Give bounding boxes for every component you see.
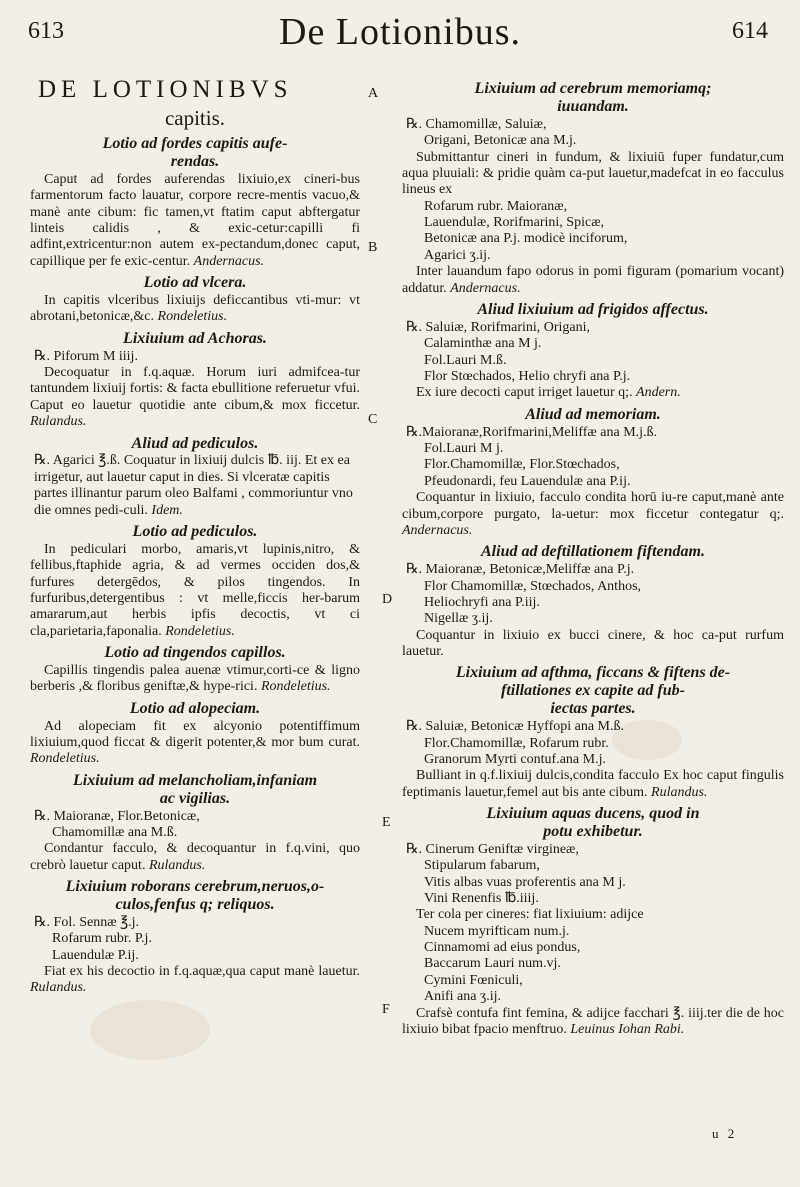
paragraph-text: Lauendulæ, Rorifmarini, Spicæ, (424, 215, 605, 231)
recipe-ingredient (402, 133, 784, 149)
recipe-line (30, 349, 360, 365)
paragraph (402, 768, 784, 801)
paragraph-text: Flor.Chamomillæ, Flor.Stœchados, (424, 457, 620, 473)
paragraph-text: Flor.Chamomillæ, Rofarum rubr. (424, 735, 609, 751)
margin-letter: A (368, 86, 379, 101)
paragraph-text: ℞. Agarici ℥.ß. Coquatur in lixiuij dulcis ℔. iij. Et ex ea irrigetur, aut lauetur caput in dies. Si vlceratæ capitis partes illinantur parum oleo Balfami , commoriuntur vno die omnes pedi-culi. (34, 453, 353, 518)
section-heading: Lotio ad vlcera. (143, 274, 247, 292)
author-citation: Rulandus. (148, 857, 206, 873)
section-heading: Lixiuium aquas ducens, quod in potu exhibetur. (486, 805, 700, 840)
margin-letter: C (368, 412, 378, 427)
recipe-line (402, 117, 784, 133)
section-heading: Lixiuium ad melancholiam,infaniam ac vigilias. (72, 771, 318, 807)
recipe-ingredient (402, 248, 784, 264)
recipe-line (30, 809, 360, 825)
paragraph-text: Fol.Lauri M j. (424, 441, 504, 456)
paragraph (30, 172, 360, 270)
recipe-ingredient (402, 215, 784, 231)
recipe-ingredient (402, 441, 784, 457)
recipe-ingredient (402, 579, 784, 595)
page-number-left: 613 (28, 18, 64, 44)
signature-mark: u 2 (712, 1126, 738, 1141)
author-citation: Rondeletius. (260, 679, 331, 695)
paragraph-text: ℞. Maioranæ, Betonicæ,Meliffæ ana P.j. (406, 562, 635, 578)
section-heading: Aliud ad deftillationem fiftendam. (481, 543, 705, 561)
author-citation: Andernacus. (193, 253, 265, 269)
section-heading: Aliud ad memoriam. (525, 405, 661, 423)
recipe-ingredient (30, 931, 360, 947)
paragraph-text: ℞. Cinerum Geniftæ virgineæ, (406, 841, 579, 857)
paragraph-text: In pediculari morbo, amaris,vt lupinis,nitro, & fellibus,ftaphide agria, & ad vermes occiden dos,& furfures detergēdos, & pilos tingendos. In furfuribus,detergentibus : vt melle,ficcis her-barum amararum,aut herbis ipfis decoctis, vt ci cla,parietaria,faponalia. (30, 541, 360, 639)
recipe-line (402, 719, 784, 735)
author-citation: Rondeletius. (157, 309, 228, 325)
margin-letter: F (382, 1002, 390, 1017)
left-column (30, 76, 360, 997)
section-heading: Lixiuium ad afthma, ficcans & fiftens de- ftillationes ex capite ad fub- iectas partes. (455, 664, 731, 718)
recipe-ingredient (402, 231, 784, 247)
recipe-ingredient (402, 595, 784, 611)
paragraph-text: ℞. Saluiæ, Rorifmarini, Origani, (406, 319, 591, 335)
recipe-ingredient (402, 611, 784, 627)
paragraph (402, 907, 784, 923)
section-heading: Lixiuium ad cerebrum memoriamq; iuuandam. (474, 80, 712, 115)
paragraph (402, 150, 784, 199)
recipe-line (402, 842, 784, 858)
author-citation: Andernacus. (450, 280, 521, 296)
paragraph (402, 264, 784, 297)
paragraph (30, 964, 360, 997)
recipe-ingredient (402, 956, 784, 972)
recipe-ingredient (402, 457, 784, 473)
recipe-ingredient (402, 924, 784, 940)
paragraph (30, 542, 360, 640)
paragraph-text: Flor Chamomillæ, Stœchados, Anthos, (424, 578, 642, 594)
margin-letter: D (382, 592, 393, 607)
recipe-ingredient (402, 940, 784, 956)
paragraph (30, 663, 360, 696)
section-heading: Aliud ad pediculos. (131, 434, 259, 452)
paragraph-text: ℞. Saluiæ, Betonicæ Hyffopi ana M.ß. (406, 719, 624, 735)
recipe-ingredient (402, 336, 784, 352)
paragraph (30, 293, 360, 326)
recipe-ingredient (30, 825, 360, 841)
recipe-ingredient (402, 736, 784, 752)
recipe-ingredient (402, 858, 784, 874)
paragraph-text: ℞. Piforum M iiij. (34, 348, 138, 364)
paragraph-text: Cymini Fœniculi, (424, 972, 523, 988)
paragraph-text: Lauendulæ P.ij. (52, 947, 139, 963)
paragraph-text: Fol.Lauri M.ß. (424, 352, 507, 368)
recipe-line (402, 562, 784, 578)
recipe-ingredient (402, 353, 784, 369)
paper-stain (90, 1000, 210, 1060)
running-head (0, 10, 800, 54)
paragraph-text: Heliochryfi ana P.iij. (424, 594, 540, 610)
paragraph-text: Bulliant in q.f.lixiuij dulcis,condita facculo Ex hoc caput fingulis feptimanis lauetur,femel aut bis ante cibum. (402, 768, 784, 800)
paragraph-text: Submittantur cineri in fundum, & lixiuiū fuper fundatur,cum aqua pluuiali: & pridie quàm ca-put lauetur,madefcat in eo facculus lineus ex (402, 149, 784, 198)
section-heading: Lotio ad alopeciam. (129, 699, 261, 717)
author-citation: Rondeletius. (165, 623, 235, 639)
paragraph-text: Rofarum rubr. Maioranæ, (424, 198, 568, 214)
page-number-right: 614 (732, 18, 768, 44)
author-citation: Rulandus. (651, 784, 708, 800)
paragraph-text: Condantur facculo, & decoquantur in f.q.vini, quo crebrò lauetur caput. (30, 841, 360, 873)
paragraph-text: ℞.Maioranæ,Rorifmarini,Meliffæ ana M.j.ß. (406, 424, 658, 440)
paragraph-text: Nucem myrifticam num.j. (424, 923, 570, 939)
margin-letter: E (382, 815, 391, 830)
paragraph-text: ℞. Fol. Sennæ ℥.j. (34, 914, 140, 930)
paragraph (30, 365, 360, 431)
paragraph-text: Calaminthæ ana M j. (424, 336, 542, 352)
paragraph-text: Nigellæ ʒ.ij. (424, 611, 493, 627)
author-citation: Andern. (636, 385, 681, 401)
chapter-title: DE LOTIONIBVS (38, 76, 293, 103)
running-title: De Lotionibus. (279, 11, 521, 53)
recipe-ingredient (402, 989, 784, 1005)
paragraph-text: Coquantur in lixiuio ex bucci cinere, & hoc ca-put rurfum lauetur. (402, 627, 784, 660)
recipe-line (30, 453, 360, 519)
paragraph-text: ℞. Maioranæ, Flor.Betonicæ, (34, 808, 200, 824)
section-heading: Lixiuium ad Achoras. (123, 329, 267, 347)
recipe-ingredient (402, 752, 784, 768)
paragraph (402, 628, 784, 661)
paragraph-text: Rofarum rubr. P.j. (52, 931, 152, 947)
paragraph-text: Baccarum Lauri num.vj. (424, 956, 561, 972)
paragraph (402, 490, 784, 539)
section-heading: Lixiuium roborans cerebrum,neruos,o- culos,fenfus q; reliquos. (65, 878, 325, 913)
paragraph-text: Cinnamomi ad eius pondus, (424, 940, 581, 956)
paragraph-text: Vitis albas vuas proferentis ana M j. (424, 874, 626, 890)
paragraph-text: Ex iure decocti caput irriget lauetur q;. (416, 385, 637, 401)
paragraph-text: Betonicæ ana P.j. modicè inciforum, (424, 231, 628, 247)
author-citation: Rulandus. (30, 980, 87, 996)
recipe-ingredient (402, 474, 784, 490)
recipe-ingredient (30, 948, 360, 964)
paragraph (402, 1006, 784, 1039)
paragraph-text: Stipularum fabarum, (424, 858, 540, 874)
right-column (402, 76, 784, 1038)
author-citation: Rulandus. (30, 414, 87, 430)
paragraph-text: Flor Stœchados, Helio chryfi ana P.j. (424, 368, 631, 384)
section-heading: Lotio ad tingendos capillos. (104, 644, 286, 662)
paragraph-text: Vini Renenfis ℔.iiij. (424, 890, 539, 906)
paragraph-text: Agarici ʒ.ij. (424, 247, 491, 263)
recipe-ingredient (402, 891, 784, 907)
chapter-subtitle: capitis. (164, 106, 226, 130)
recipe-line (30, 915, 360, 931)
paragraph-text: ℞. Chamomillæ, Saluiæ, (406, 116, 547, 132)
paragraph-text: Capillis tingendis palea auenæ vtimur,corti-ce & ligno berberis ,& floribus geniftæ,& hype-rici. (30, 662, 360, 695)
recipe-ingredient (402, 973, 784, 989)
paragraph-text: Inter lauandum fapo odorus in pomi figuram (pomarium vocant) addatur. (402, 264, 784, 296)
paragraph-text: Granorum Myrti contuf.ana M.j. (424, 751, 606, 767)
paragraph-text: In capitis vlceribus lixiuijs deficcantibus vti-mur: vt abrotani,betonicæ,&c. (30, 292, 360, 325)
paragraph-text: Pfeudonardi, feu Lauendulæ ana P.ij. (424, 473, 631, 489)
paragraph-text: Fiat ex his decoctio in f.q.aquæ,qua caput manè lauetur. (44, 964, 360, 979)
recipe-ingredient (402, 875, 784, 891)
paragraph (30, 719, 360, 768)
author-citation: Idem. (151, 502, 183, 518)
author-citation: Rondeletius. (30, 751, 100, 767)
paragraph-text: Anifi ana ʒ.ij. (424, 989, 501, 1005)
paragraph-text: Chamomillæ ana M.ß. (52, 824, 178, 840)
section-heading: Lotio ad fordes capitis aufe- rendas. (102, 135, 288, 170)
recipe-line (402, 425, 784, 441)
paragraph-text: Coquantur in lixiuio, facculo condita horū iu-re caput,manè ante cibum,corpore purgato, la-uetur: mox ficcetur contegatur q;. (402, 490, 784, 522)
paragraph-text: Origani, Betonicæ ana M.j. (424, 133, 577, 149)
paragraph-text: Ter cola per cineres: fiat lixiuium: adijce (416, 907, 644, 923)
paragraph-text: Crafsè contufa fint femina, & adijce facchari ℥. iiij.ter die de hoc lixiuio bibat fpacio menftruo. (402, 1005, 784, 1037)
margin-letter: B (368, 240, 378, 255)
author-citation: Leuinus Iohan Rabi. (570, 1021, 685, 1037)
recipe-ingredient (402, 369, 784, 385)
section-heading: Aliud lixiuium ad frigidos affectus. (477, 300, 709, 318)
paragraph-text: Ad alopeciam fit ex alcyonio potentiffimum lixiuium,quod ficcat & digerit potenter,& mor bum curat. (30, 718, 360, 750)
paragraph (30, 841, 360, 874)
paragraph (402, 385, 784, 401)
recipe-ingredient (402, 199, 784, 215)
section-heading: Lotio ad pediculos. (132, 522, 258, 540)
recipe-line (402, 320, 784, 336)
paragraph-text: Caput ad fordes auferendas lixiuio,ex cineri-bus farmentorum facto lauatur, corpore recre-mentis vacuo,& manè ante cibum: fic tamen,vt ftatim caput abftergatur linteis calidis , & exic-cetur:capilli fi adfint,extricentur:non autem ex-pectandum,donec caput, capillique per fe exic-centur. (30, 171, 360, 269)
paragraph-text: Decoquatur in f.q.aquæ. Horum iuri admifcea-tur tantundem lixiuij fortis: & facta ebullitione referuetur vfui. Caput eo lauetur quotidie ante cibum,& mox ficcetur. (30, 365, 360, 413)
author-citation: Andernacus. (402, 522, 473, 538)
